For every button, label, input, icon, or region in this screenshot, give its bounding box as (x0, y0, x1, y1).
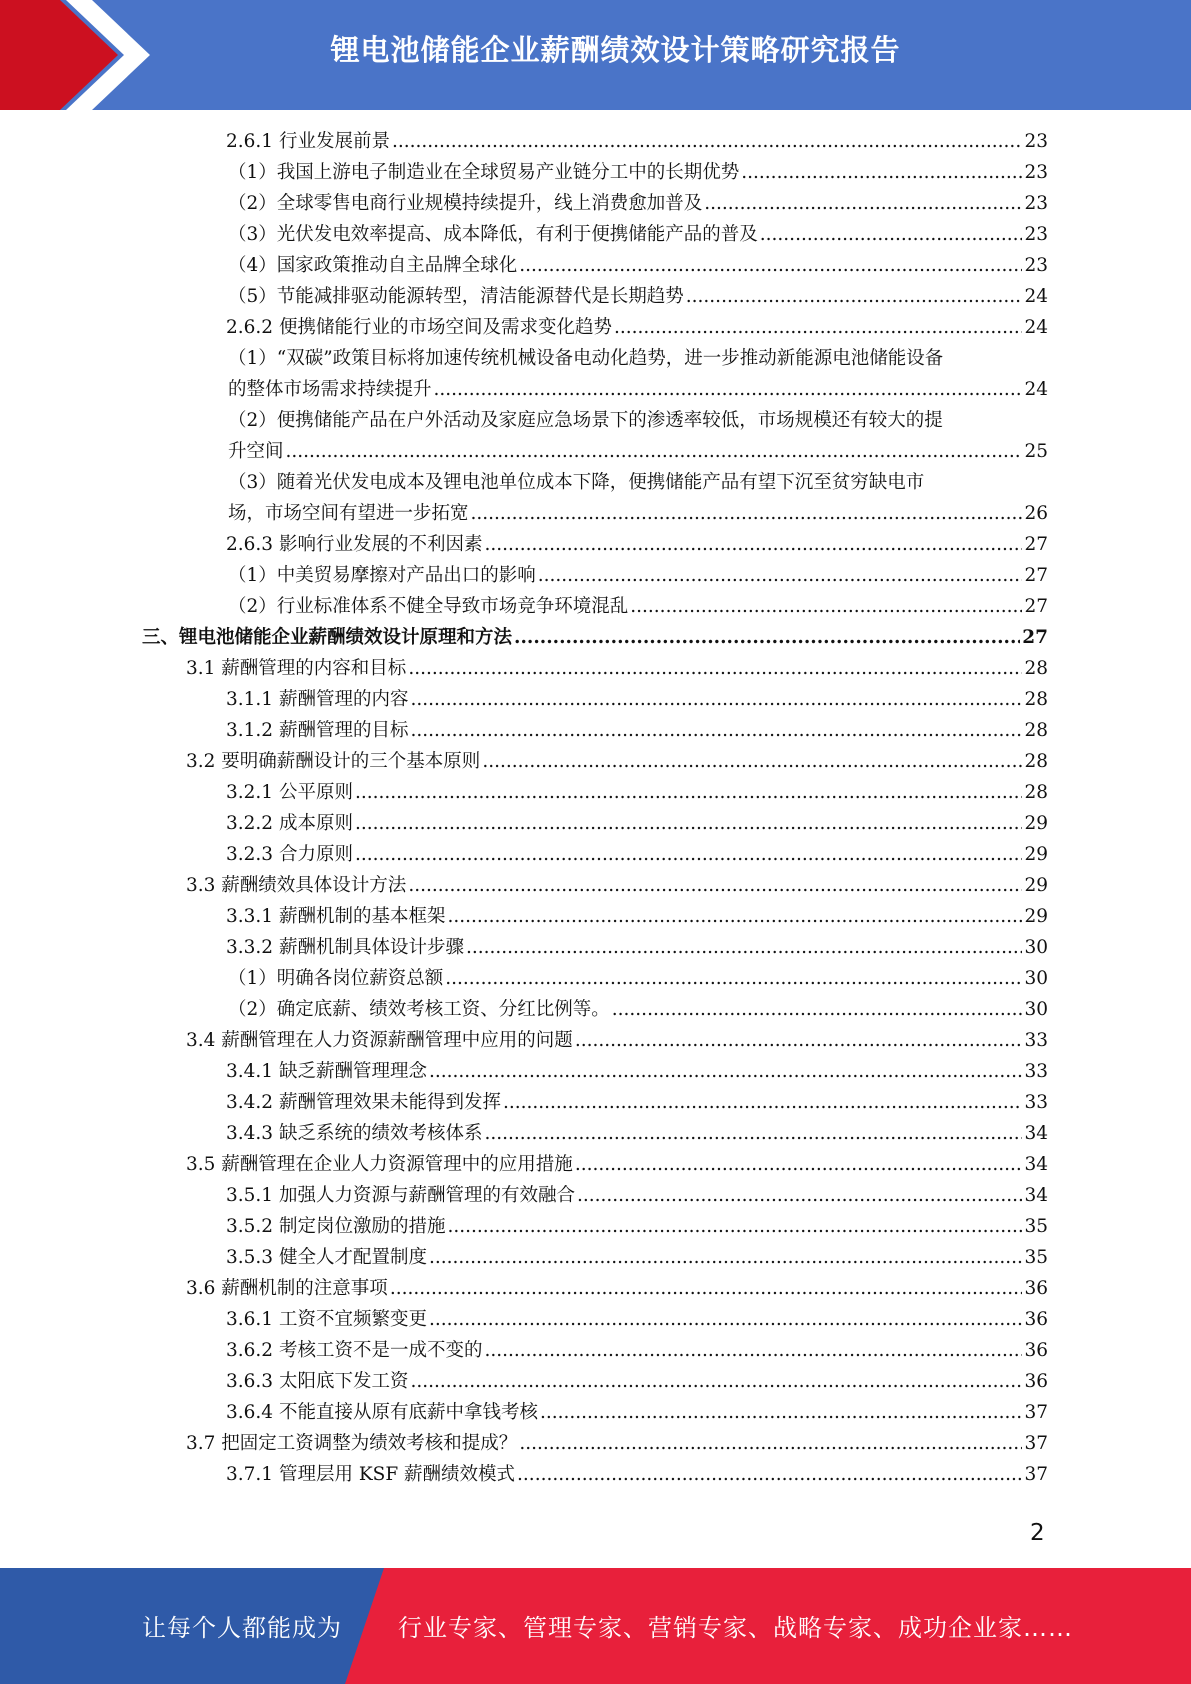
page-header (0, 0, 1191, 110)
toc-entry[interactable]: 3.3 薪酬绩效具体设计方法 ..... 29 (0, 870, 1191, 901)
page-number: 2 (1030, 1520, 1045, 1546)
toc-entry[interactable]: （2）全球零售电商行业规模持续提升，线上消费愈加普及 ..... 23 (0, 188, 1191, 219)
toc-entry[interactable]: （2）确定底薪、绩效考核工资、分红比例等。 ..... 30 (0, 994, 1191, 1025)
toc-entry[interactable]: 3.2.2 成本原则 ..... 29 (0, 808, 1191, 839)
toc-entry[interactable]: 3.2.3 合力原则 ..... 29 (0, 839, 1191, 870)
toc-entry-line1[interactable]: （3）随着光伏发电成本及锂电池单位成本下降，便携储能产品有望下沉至贫穷缺电市 (228, 472, 925, 493)
toc-entry-line1[interactable]: （1）“双碳”政策目标将加速传统机械设备电动化趋势，进一步推动新能源电池储能设备 (228, 348, 944, 369)
toc-entry[interactable]: 3.1.2 薪酬管理的目标 ..... 28 (0, 715, 1191, 746)
toc-entry[interactable]: 3.6 薪酬机制的注意事项 ..... 36 (0, 1273, 1191, 1304)
toc-entry[interactable]: 3.3.2 薪酬机制具体设计步骤 ..... 30 (0, 932, 1191, 963)
toc-entry[interactable]: 3.6.3 太阳底下发工资 ..... 36 (0, 1366, 1191, 1397)
toc-entry-line1[interactable]: （2）便携储能产品在户外活动及家庭应急场景下的渗透率较低，市场规模还有较大的提 (228, 410, 943, 431)
toc-entry[interactable]: 3.1 薪酬管理的内容和目标 ..... 28 (0, 653, 1191, 684)
toc-entry[interactable]: 3.1.1 薪酬管理的内容 ..... 28 (0, 684, 1191, 715)
page-footer (0, 1568, 1191, 1684)
toc-entry[interactable]: 3.2.1 公平原则 ..... 28 (0, 777, 1191, 808)
toc-entry[interactable]: 场，市场空间有望进一步拓宽 ..... 26 (0, 498, 1191, 529)
toc-entry[interactable]: （2）行业标准体系不健全导致市场竞争环境混乱 ..... 27 (0, 591, 1191, 622)
toc-entry[interactable]: 3.4.2 薪酬管理效果未能得到发挥 ..... 33 (0, 1087, 1191, 1118)
toc-entry[interactable]: （1）明确各岗位薪资总额 ..... 30 (0, 963, 1191, 994)
toc-entry[interactable]: 2.6.3 影响行业发展的不利因素 ..... 27 (0, 529, 1191, 560)
toc-entry[interactable]: （1）中美贸易摩擦对产品出口的影响 ..... 27 (0, 560, 1191, 591)
toc-entry[interactable]: 3.5.3 健全人才配置制度 ..... 35 (0, 1242, 1191, 1273)
toc-chapter-entry[interactable]: 三、锂电池储能企业薪酬绩效设计原理和方法 ..... 27 (0, 622, 1191, 653)
toc-entry[interactable]: 3.4 薪酬管理在人力资源薪酬管理中应用的问题 ..... 33 (0, 1025, 1191, 1056)
toc-entry[interactable]: 2.6.1 行业发展前景 ..... 23 (0, 126, 1191, 157)
footer-slogan-right: 行业专家、管理专家、营销专家、战略专家、成功企业家…… (398, 1614, 1073, 1642)
toc-entry[interactable]: （4）国家政策推动自主品牌全球化 ..... 23 (0, 250, 1191, 281)
toc-entry[interactable]: （3）光伏发电效率提高、成本降低，有利于便携储能产品的普及 ..... 23 (0, 219, 1191, 250)
toc-entry[interactable]: 3.3.1 薪酬机制的基本框架 ..... 29 (0, 901, 1191, 932)
toc-entry[interactable]: 3.4.3 缺乏系统的绩效考核体系 ..... 34 (0, 1118, 1191, 1149)
toc-entry[interactable]: 3.2 要明确薪酬设计的三个基本原则 ..... 28 (0, 746, 1191, 777)
toc-entry[interactable]: （5）节能减排驱动能源转型，清洁能源替代是长期趋势 ..... 24 (0, 281, 1191, 312)
toc-entry[interactable]: 3.5.2 制定岗位激励的措施 ..... 35 (0, 1211, 1191, 1242)
toc-entry[interactable]: 升空间 ..... 25 (0, 436, 1191, 467)
toc-entry[interactable]: 3.6.2 考核工资不是一成不变的 ..... 36 (0, 1335, 1191, 1366)
report-title: 锂电池储能企业薪酬绩效设计策略研究报告 (330, 33, 901, 67)
toc-entry[interactable]: 的整体市场需求持续提升 ..... 24 (0, 374, 1191, 405)
toc-entry[interactable]: 3.4.1 缺乏薪酬管理理念 ..... 33 (0, 1056, 1191, 1087)
toc-entry[interactable]: 3.7 把固定工资调整为绩效考核和提成？ ..... 37 (0, 1428, 1191, 1459)
toc-entry[interactable]: （1）我国上游电子制造业在全球贸易产业链分工中的长期优势 ..... 23 (0, 157, 1191, 188)
toc-entry[interactable]: 3.5.1 加强人力资源与薪酬管理的有效融合 ..... 34 (0, 1180, 1191, 1211)
toc-entry[interactable]: 3.5 薪酬管理在企业人力资源管理中的应用措施 ..... 34 (0, 1149, 1191, 1180)
toc-entry[interactable]: 3.7.1 管理层用 KSF 薪酬绩效模式 ..... 37 (0, 1459, 1191, 1490)
toc-entry[interactable]: 3.6.4 不能直接从原有底薪中拿钱考核 ..... 37 (0, 1397, 1191, 1428)
toc-entry[interactable]: 3.6.1 工资不宜频繁变更 ..... 36 (0, 1304, 1191, 1335)
toc-entry[interactable]: 2.6.2 便携储能行业的市场空间及需求变化趋势 ..... 24 (0, 312, 1191, 343)
footer-slogan-left: 让每个人都能成为 (142, 1614, 342, 1642)
